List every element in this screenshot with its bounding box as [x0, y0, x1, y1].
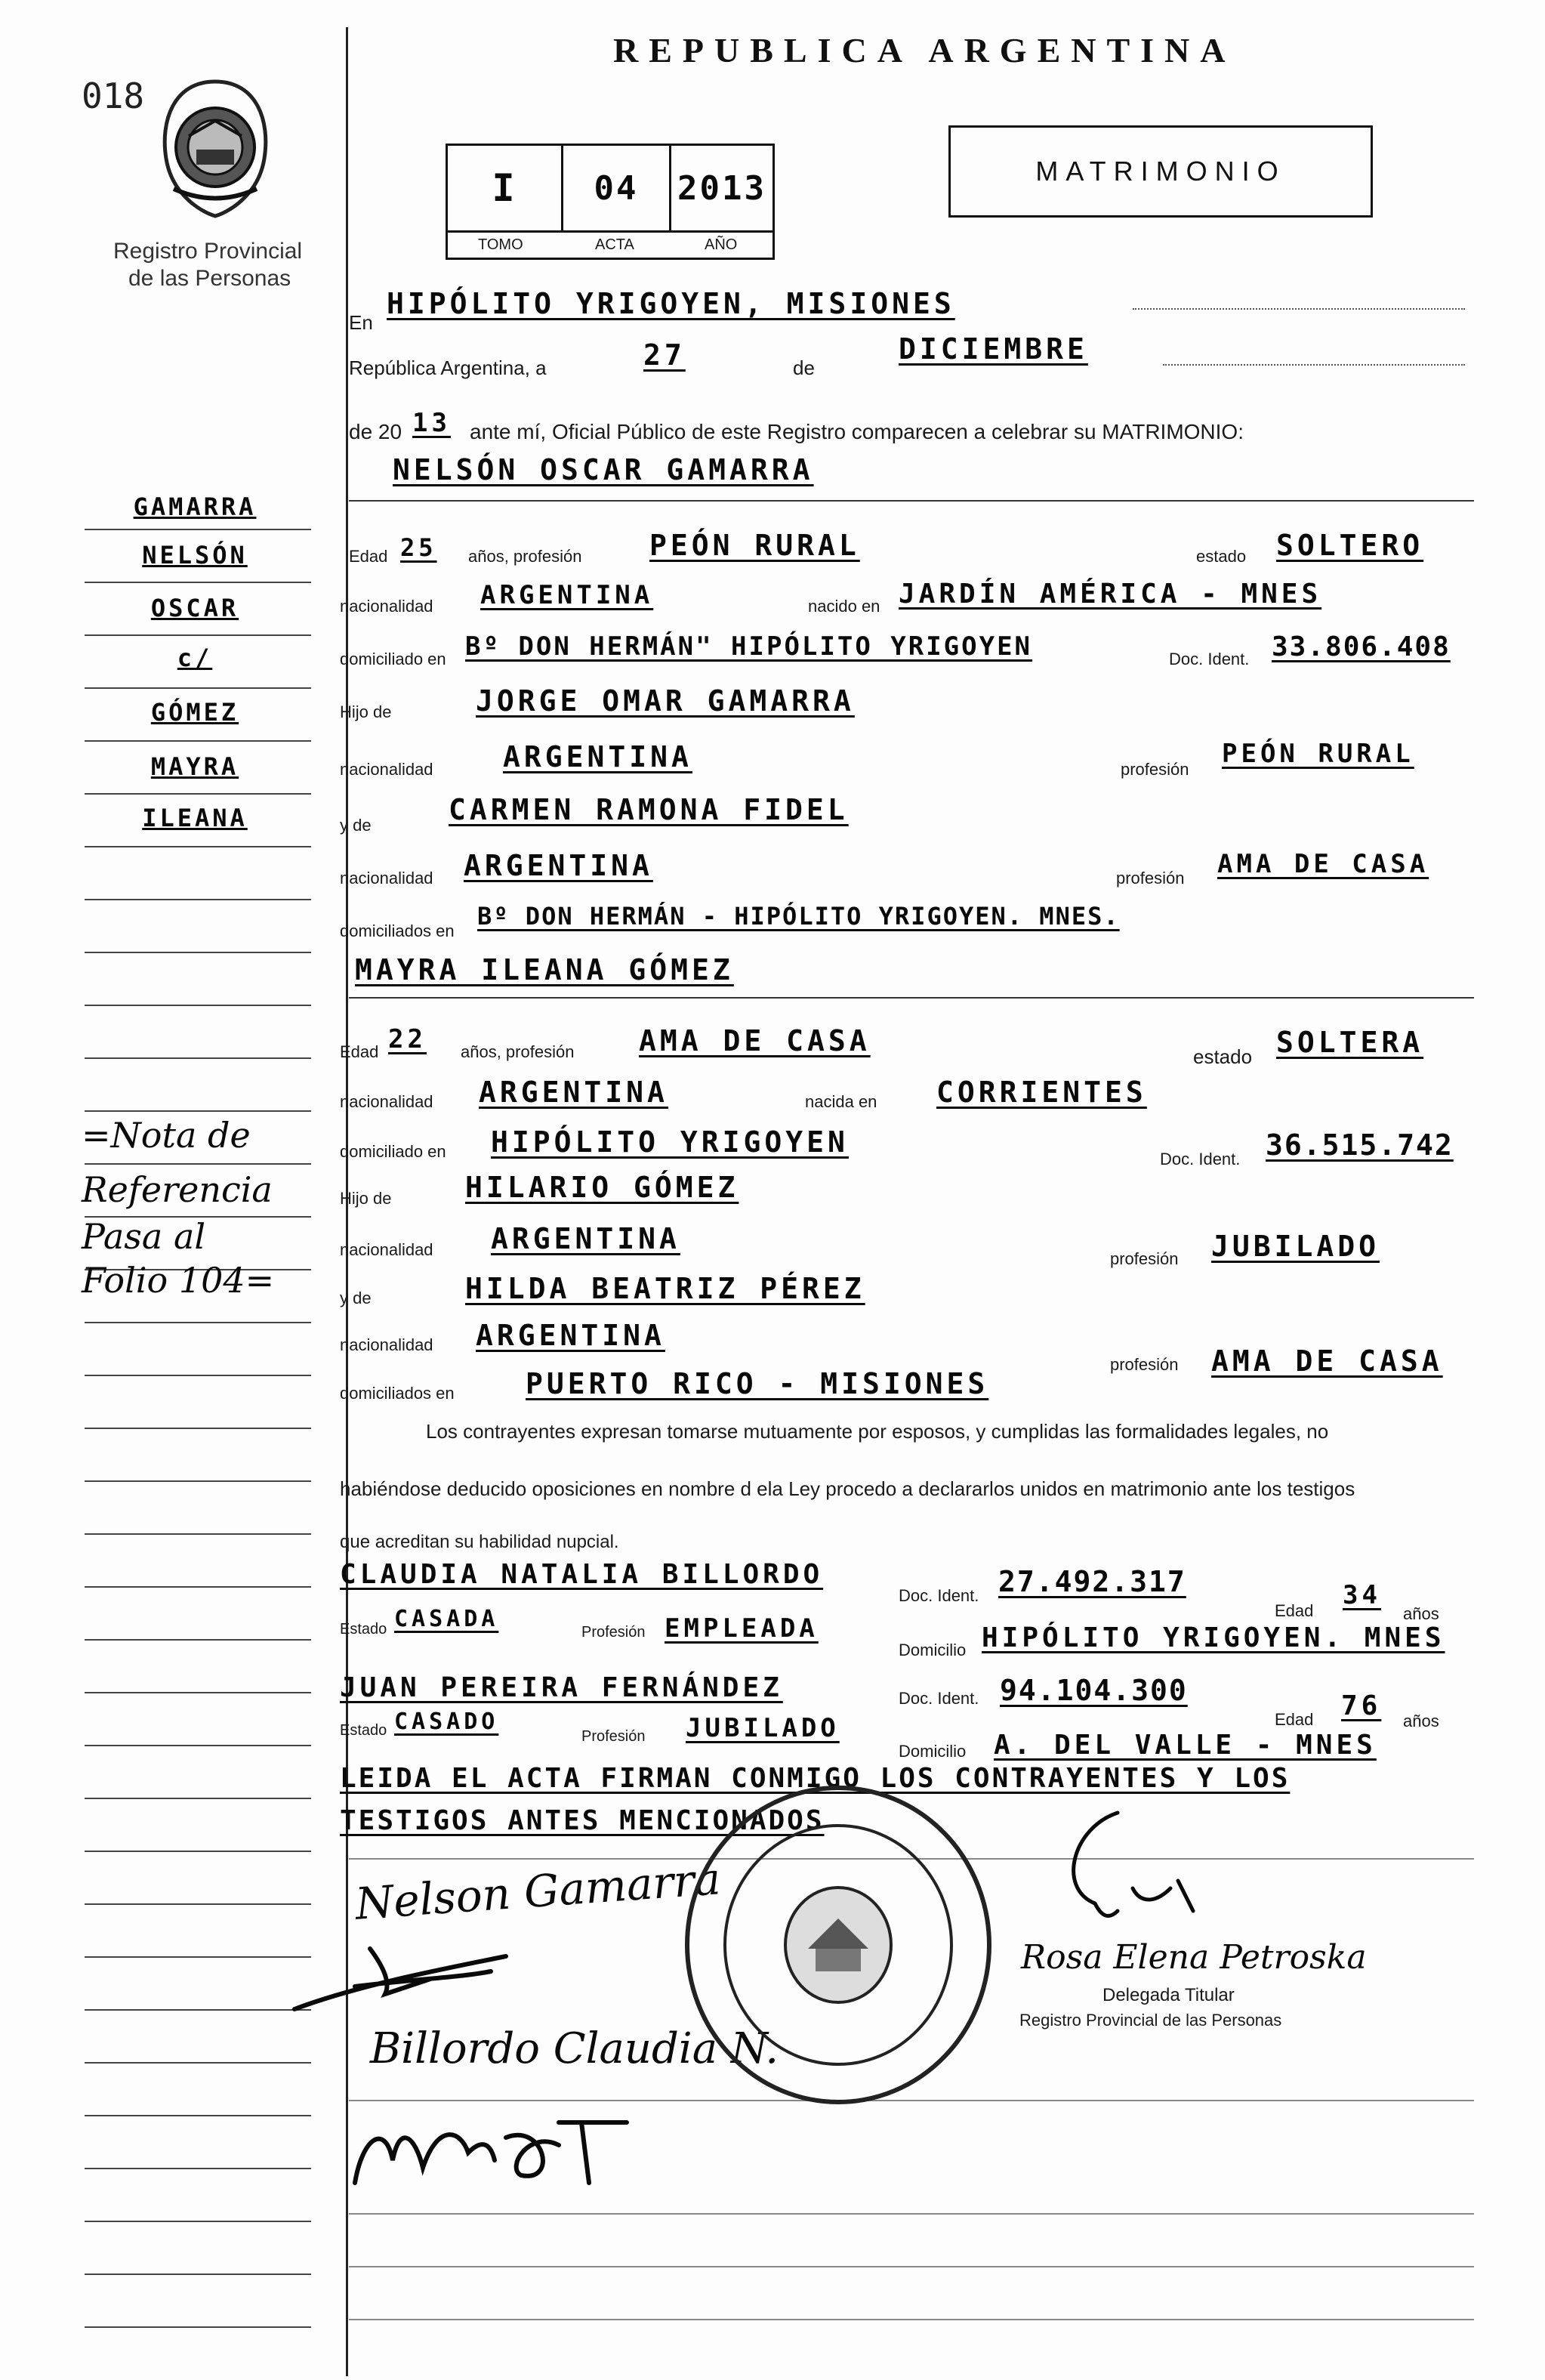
margin-rule-line: [85, 2274, 311, 2275]
margin-rule-line: [85, 1533, 311, 1535]
republica-label: República Argentina, a: [349, 357, 547, 379]
bride-address: HIPÓLITO YRIGOYEN: [491, 1125, 849, 1159]
bride-father-nac-label: nacionalidad: [340, 1240, 433, 1259]
year-prefix: de 20: [349, 420, 402, 443]
groom-nacido-label: nacido en: [808, 597, 880, 616]
margin-rule-line: [85, 1428, 311, 1429]
bride-nationality: ARGENTINA: [479, 1076, 668, 1109]
witness1-domicilio-label: Domicilio: [899, 1641, 967, 1659]
bride-father: HILARIO GÓMEZ: [465, 1171, 739, 1204]
acta-value: 04: [594, 168, 639, 208]
witness2-age: 76: [1341, 1690, 1382, 1721]
groom-father-nationality: ARGENTINA: [503, 740, 692, 773]
acta-label: ACTA: [595, 236, 634, 253]
groom-mother-prof-label: profesión: [1116, 869, 1185, 887]
official-stamp-icon: [680, 1783, 997, 2107]
bride-mother-nationality: ARGENTINA: [476, 1319, 665, 1352]
bride-parents-address: PUERTO RICO - MISIONES: [526, 1367, 989, 1400]
margin-rule-line: [85, 1057, 311, 1059]
margin-rule-line: [85, 1586, 311, 1588]
groom-birthplace: JARDÍN AMÉRICA - MNES: [899, 579, 1322, 610]
margin-rule-line: [85, 1639, 311, 1641]
witness1-doc-label: Doc. Ident.: [899, 1586, 979, 1605]
margin-rule-line: [85, 846, 311, 847]
margin-rule-line: [85, 793, 311, 795]
tomo-value: I: [492, 166, 517, 210]
groom-doc-label: Doc. Ident.: [1169, 650, 1250, 668]
groom-profesion-label: años, profesión: [468, 547, 582, 566]
margin-name-6: MAYRA: [150, 752, 239, 781]
groom-signature: Nelson Gamarra: [353, 1853, 723, 1930]
groom-mother: CARMEN RAMONA FIDEL: [449, 793, 849, 826]
witness1-status: CASADA: [394, 1606, 499, 1632]
bride-estado-label: estado: [1193, 1045, 1253, 1068]
folio-number: 018: [82, 76, 145, 116]
margin-rule-line: [85, 1956, 311, 1958]
witness2-doc: 94.104.300: [1000, 1674, 1188, 1707]
witness1-signature: Billordo Claudia N.: [370, 2024, 779, 2073]
margin-rule-line: [85, 1745, 311, 1746]
bride-mother: HILDA BEATRIZ PÉREZ: [465, 1272, 865, 1305]
bride-mother-profession: AMA DE CASA: [1211, 1344, 1443, 1378]
margin-rule-line: [85, 687, 311, 689]
officer-title: Delegada Titular: [1102, 1985, 1235, 2005]
year-suffix: 13: [412, 408, 451, 438]
margin-rule-line: [85, 529, 311, 530]
witness2-anos-label: años: [1403, 1712, 1439, 1730]
record-box: [446, 144, 775, 260]
margin-rule-line: [85, 2168, 311, 2169]
bride-mother-prof-label: profesión: [1110, 1355, 1179, 1374]
groom-name: NELSÓN OSCAR GAMARRA: [393, 453, 814, 486]
officer-office: Registro Provincial de las Personas: [1019, 2011, 1282, 2030]
document-type: MATRIMONIO: [1035, 156, 1286, 187]
anio-label: AÑO: [705, 236, 738, 253]
groom-mother-nationality: ARGENTINA: [464, 849, 653, 882]
groom-father-prof-label: profesión: [1121, 760, 1189, 779]
bride-age: 22: [388, 1024, 427, 1054]
witness1-doc: 27.492.317: [998, 1565, 1186, 1598]
groom-mother-profession: AMA DE CASA: [1217, 849, 1429, 879]
en-label: En: [349, 311, 373, 334]
groom-address: Bº DON HERMÁN" HIPÓLITO YRIGOYEN: [465, 631, 1033, 662]
margin-rule-line: [85, 1480, 311, 1482]
margin-rule-line: [85, 740, 311, 742]
margin-rule-line: [85, 1163, 311, 1165]
bride-edad-label: Edad: [340, 1042, 379, 1061]
bride-profession: AMA DE CASA: [639, 1024, 871, 1057]
groom-nacionalidad-label: nacionalidad: [340, 597, 433, 616]
provincial-seal-icon: [151, 76, 279, 219]
margin-rule-line: [85, 1903, 311, 1905]
witness2-estado-label: Estado: [340, 1722, 387, 1739]
tomo-label: TOMO: [478, 236, 523, 253]
bride-nacionalidad-label: nacionalidad: [340, 1092, 433, 1111]
groom-father-nac-label: nacionalidad: [340, 760, 433, 779]
bride-status: SOLTERA: [1276, 1026, 1424, 1059]
groom-nationality: ARGENTINA: [480, 580, 654, 610]
margin-note-2: Referencia: [82, 1169, 273, 1210]
registry-line1: Registro Provincial: [113, 239, 303, 264]
bride-doc: 36.515.742: [1266, 1128, 1454, 1162]
bride-parents-dom-label: domiciliados en: [340, 1384, 455, 1403]
margin-rule-line: [85, 952, 311, 953]
margin-rule-line: [85, 2326, 311, 2328]
witness2-edad-label: Edad: [1275, 1710, 1314, 1729]
groom-age: 25: [400, 533, 437, 562]
groom-profession: PEÓN RURAL: [649, 529, 860, 562]
anio-value: 2013: [677, 168, 766, 208]
margin-note-4: Folio 104=: [82, 1260, 275, 1301]
bride-hijo-label: Hijo de: [340, 1189, 392, 1208]
witness2-name: JUAN PEREIRA FERNÁNDEZ: [340, 1672, 783, 1703]
declaration-line1: Los contrayentes expresan tomarse mutuamente por esposos, y cumplidas las formalidades legales, no: [426, 1420, 1329, 1443]
bride-name: MAYRA ILEANA GÓMEZ: [355, 953, 734, 986]
groom-edad-label: Edad: [349, 547, 388, 566]
groom-hijo-label: Hijo de: [340, 702, 392, 721]
bride-father-profession: JUBILADO: [1211, 1230, 1380, 1263]
bride-profesion-label: años, profesión: [461, 1042, 575, 1061]
groom-parents-dom-label: domiciliados en: [340, 921, 455, 940]
bride-birthplace: CORRIENTES: [936, 1076, 1147, 1109]
groom-yde-label: y de: [340, 816, 372, 835]
margin-name-4: c/: [177, 644, 213, 672]
witness1-edad-label: Edad: [1275, 1601, 1314, 1620]
witness1-age: 34: [1343, 1580, 1381, 1610]
margin-rule-line: [85, 2221, 311, 2222]
bride-doc-label: Doc. Ident.: [1160, 1150, 1241, 1168]
groom-father: JORGE OMAR GAMARRA: [476, 684, 855, 718]
document-type-box: [948, 125, 1373, 218]
declaration-line2: habiéndose deducido oposiciones en nombre d ela Ley procedo a declararlos unidos en matrimonio ante los testigos: [340, 1477, 1355, 1500]
witness2-status: CASADO: [394, 1709, 499, 1735]
margin-note-3: Pasa al: [82, 1216, 206, 1257]
margin-rule-line: [85, 899, 311, 900]
witness2-domicilio-label: Domicilio: [899, 1742, 967, 1761]
witness2-profession: JUBILADO: [686, 1713, 840, 1743]
margin-rule-line: [85, 2009, 311, 2011]
groom-parents-address: Bº DON HERMÁN - HIPÓLITO YRIGOYEN. MNES.: [477, 902, 1120, 931]
witness2-signature-icon: [332, 2092, 665, 2206]
place-value: HIPÓLITO YRIGOYEN, MISIONES: [387, 287, 955, 320]
witness1-anos-label: años: [1403, 1604, 1439, 1623]
margin-rule-line: [85, 1375, 311, 1376]
margin-rule-line: [85, 1798, 311, 1799]
witness1-profession: EMPLEADA: [665, 1613, 819, 1644]
witness2-doc-label: Doc. Ident.: [899, 1689, 979, 1708]
country-title: REPUBLICA ARGENTINA: [613, 31, 1236, 69]
month-value: DICIEMBRE: [899, 332, 1088, 366]
witness2-address: A. DEL VALLE - MNES: [994, 1730, 1377, 1761]
groom-father-profession: PEÓN RURAL: [1222, 739, 1414, 769]
margin-name-5: GÓMEZ: [150, 698, 239, 727]
margin-rule-line: [85, 2062, 311, 2064]
closing-line1: LEIDA EL ACTA FIRMAN CONMIGO LOS CONTRAYENTES Y LOS: [340, 1763, 1291, 1794]
bride-mother-nac-label: nacionalidad: [340, 1335, 433, 1354]
witness1-estado-label: Estado: [340, 1621, 387, 1638]
margin-note-1: =Nota de: [82, 1115, 251, 1156]
intro-statement: ante mí, Oficial Público de este Registro comparecen a celebrar su MATRIMONIO:: [470, 420, 1244, 443]
margin-name-2: NELSÓN: [142, 541, 248, 570]
margin-name-7: ILEANA: [142, 804, 248, 832]
de-label: de: [793, 357, 815, 379]
registry-line2: de las Personas: [128, 266, 291, 291]
margin-rule-line: [85, 634, 311, 636]
officer-signature-icon: [1027, 1798, 1238, 1949]
bride-yde-label: y de: [340, 1289, 372, 1307]
witness2-profesion-label: Profesión: [581, 1728, 646, 1745]
witness1-profesion-label: Profesión: [581, 1624, 646, 1641]
margin-rule-line: [85, 1322, 311, 1323]
bride-domicilio-label: domiciliado en: [340, 1142, 446, 1161]
bride-father-prof-label: profesión: [1110, 1249, 1179, 1268]
witness1-name: CLAUDIA NATALIA BILLORDO: [340, 1559, 824, 1590]
officer-name: Rosa Elena Petroska: [1021, 1938, 1367, 1977]
margin-rule-line: [85, 1851, 311, 1852]
groom-doc: 33.806.408: [1272, 631, 1451, 662]
margin-name-1: GAMARRA: [133, 492, 257, 521]
bride-signature-scribble-icon: [279, 1934, 597, 2024]
witness1-address: HIPÓLITO YRIGOYEN. MNES: [982, 1622, 1445, 1653]
bride-nacida-label: nacida en: [805, 1092, 877, 1111]
declaration-line3: que acreditan su habilidad nupcial.: [340, 1532, 619, 1552]
groom-status: SOLTERO: [1276, 529, 1424, 562]
day-value: 27: [643, 338, 686, 372]
groom-mother-nac-label: nacionalidad: [340, 869, 433, 887]
groom-estado-label: estado: [1196, 547, 1247, 566]
margin-rule-line: [85, 1110, 311, 1112]
margin-name-3: OSCAR: [150, 594, 239, 622]
closing-line2: TESTIGOS ANTES MENCIONADOS: [340, 1805, 825, 1836]
margin-rule-line: [85, 2115, 311, 2116]
bride-father-nationality: ARGENTINA: [491, 1222, 680, 1255]
groom-domicilio-label: domiciliado en: [340, 650, 446, 668]
margin-rule-line: [85, 582, 311, 583]
margin-rule-line: [85, 1005, 311, 1006]
margin-rule-line: [85, 1692, 311, 1693]
